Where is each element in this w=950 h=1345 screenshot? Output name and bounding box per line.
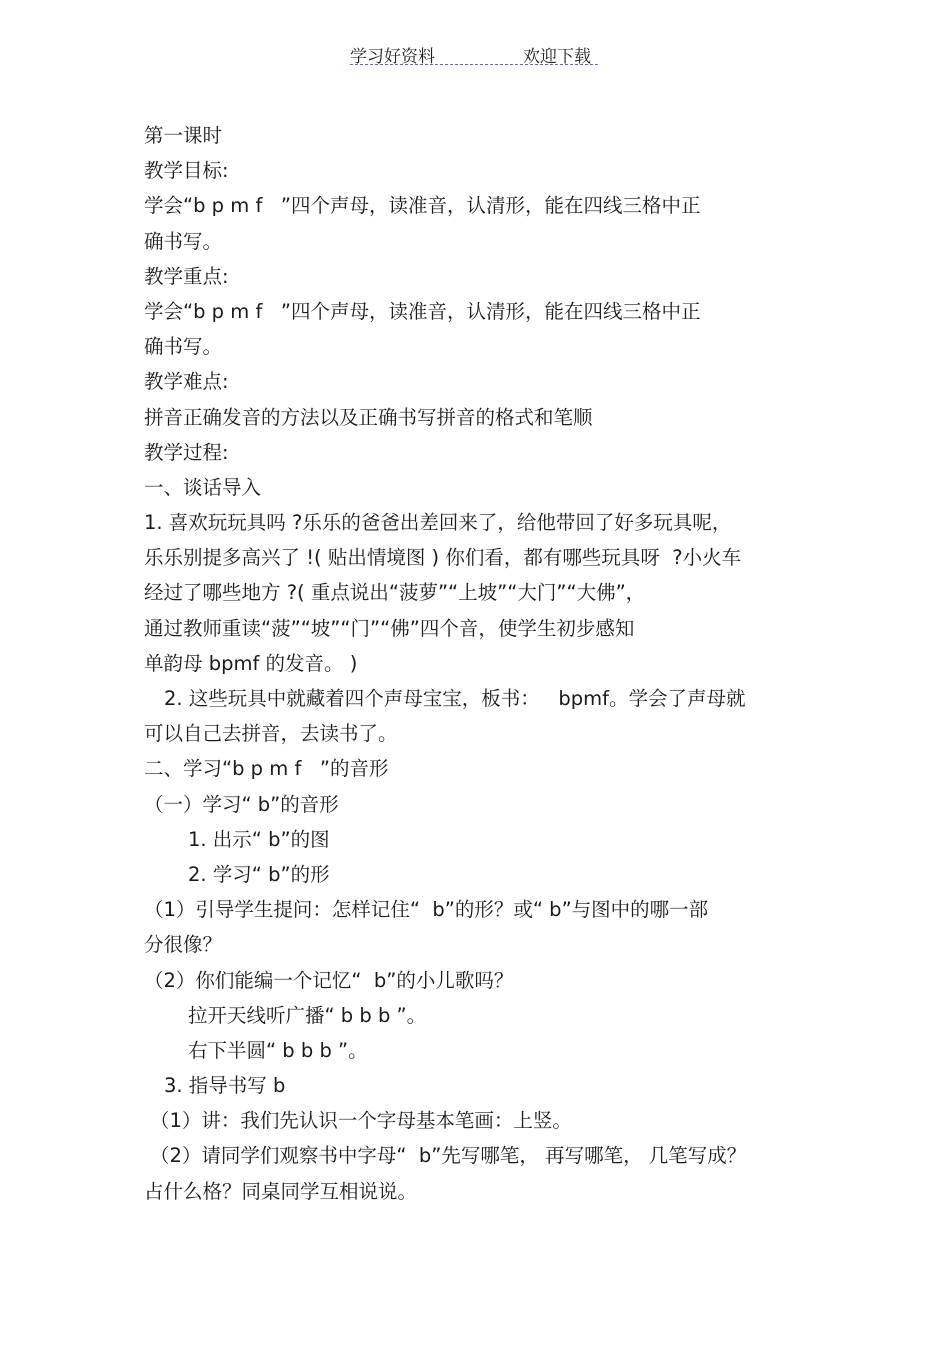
- subsection-heading-learn-b: （一）学习“ b”的音形: [144, 792, 339, 816]
- paragraph-line: 确书写。: [144, 229, 223, 253]
- paragraph-line: 单韵母 bpmf 的发音。 ): [144, 651, 358, 675]
- paragraph-line: 通过教师重读“菠”“坡”“门”“佛”四个音，使学生初步感知: [144, 616, 635, 640]
- section-heading-key-points: 教学重点:: [144, 264, 229, 288]
- paragraph-line: 拼音正确发音的方法以及正确书写拼音的格式和笔顺: [144, 405, 593, 429]
- subsection-heading-learn-bpmf: 二、学习“b p m f ”的音形: [144, 757, 389, 781]
- section-heading-goals: 教学目标:: [144, 159, 229, 183]
- paragraph-line: 2. 这些玩具中就藏着四个声母宝宝，板书： bpmf。学会了声母就: [164, 687, 746, 710]
- paragraph-line: 经过了哪些地方 ?( 重点说出“菠萝”“上坡”“大门”“大佛”，: [144, 581, 646, 605]
- paragraph-line: 乐乐别提多高兴了 !( 贴出情境图 ) 你们看，都有哪些玩具呀 ?小火车: [144, 546, 742, 570]
- section-heading-process: 教学过程:: [144, 440, 229, 464]
- subsection-heading-intro: 一、谈话导入: [144, 475, 262, 499]
- paragraph-line: （1）引导学生提问：怎样记住“ b”的形？或“ b”与图中的哪一部: [144, 898, 709, 922]
- paragraph-line: （1）讲：我们先认识一个字母基本笔画：上竖。: [150, 1109, 572, 1133]
- header-right-text: 欢迎下载: [523, 47, 591, 67]
- paragraph-line: （2）你们能编一个记忆“ b”的小儿歌吗？: [144, 968, 514, 992]
- section-heading-difficulties: 教学难点:: [144, 370, 229, 394]
- document-body: [144, 118, 804, 1209]
- paragraph-line: 占什么格？同桌同学互相说说。: [144, 1179, 418, 1203]
- paragraph-line: 分很像？: [144, 933, 223, 957]
- paragraph-line: 确书写。: [144, 335, 223, 359]
- paragraph-line: 学会“b p m f ”四个声母，读准音，认清形，能在四线三格中正: [144, 194, 701, 218]
- header-left-text: 学习好资料: [350, 47, 435, 67]
- paragraph-line: 可以自己去拼音，去读书了。: [144, 722, 398, 746]
- header-dashed-underline: [350, 64, 598, 65]
- rhyme-line: 右下半圆“ b b b ”。: [188, 1038, 368, 1062]
- lesson-title: 第一课时: [144, 124, 223, 147]
- paragraph-line: （2）请同学们观察书中字母“ b”先写哪笔， 再写哪笔， 几笔写成？: [150, 1144, 747, 1168]
- list-item: 3. 指导书写 b: [164, 1074, 286, 1098]
- list-item: 1. 出示“ b”的图: [188, 827, 330, 851]
- paragraph-line: 学会“b p m f ”四个声母，读准音，认清形，能在四线三格中正: [144, 299, 701, 323]
- rhyme-line: 拉开天线听广播“ b b b ”。: [188, 1003, 427, 1027]
- list-item: 2. 学习“ b”的形: [188, 862, 330, 886]
- page-header: [350, 40, 598, 66]
- paragraph-line: 1. 喜欢玩玩具吗 ?乐乐的爸爸出差回来了，给他带回了好多玩具呢，: [144, 511, 732, 535]
